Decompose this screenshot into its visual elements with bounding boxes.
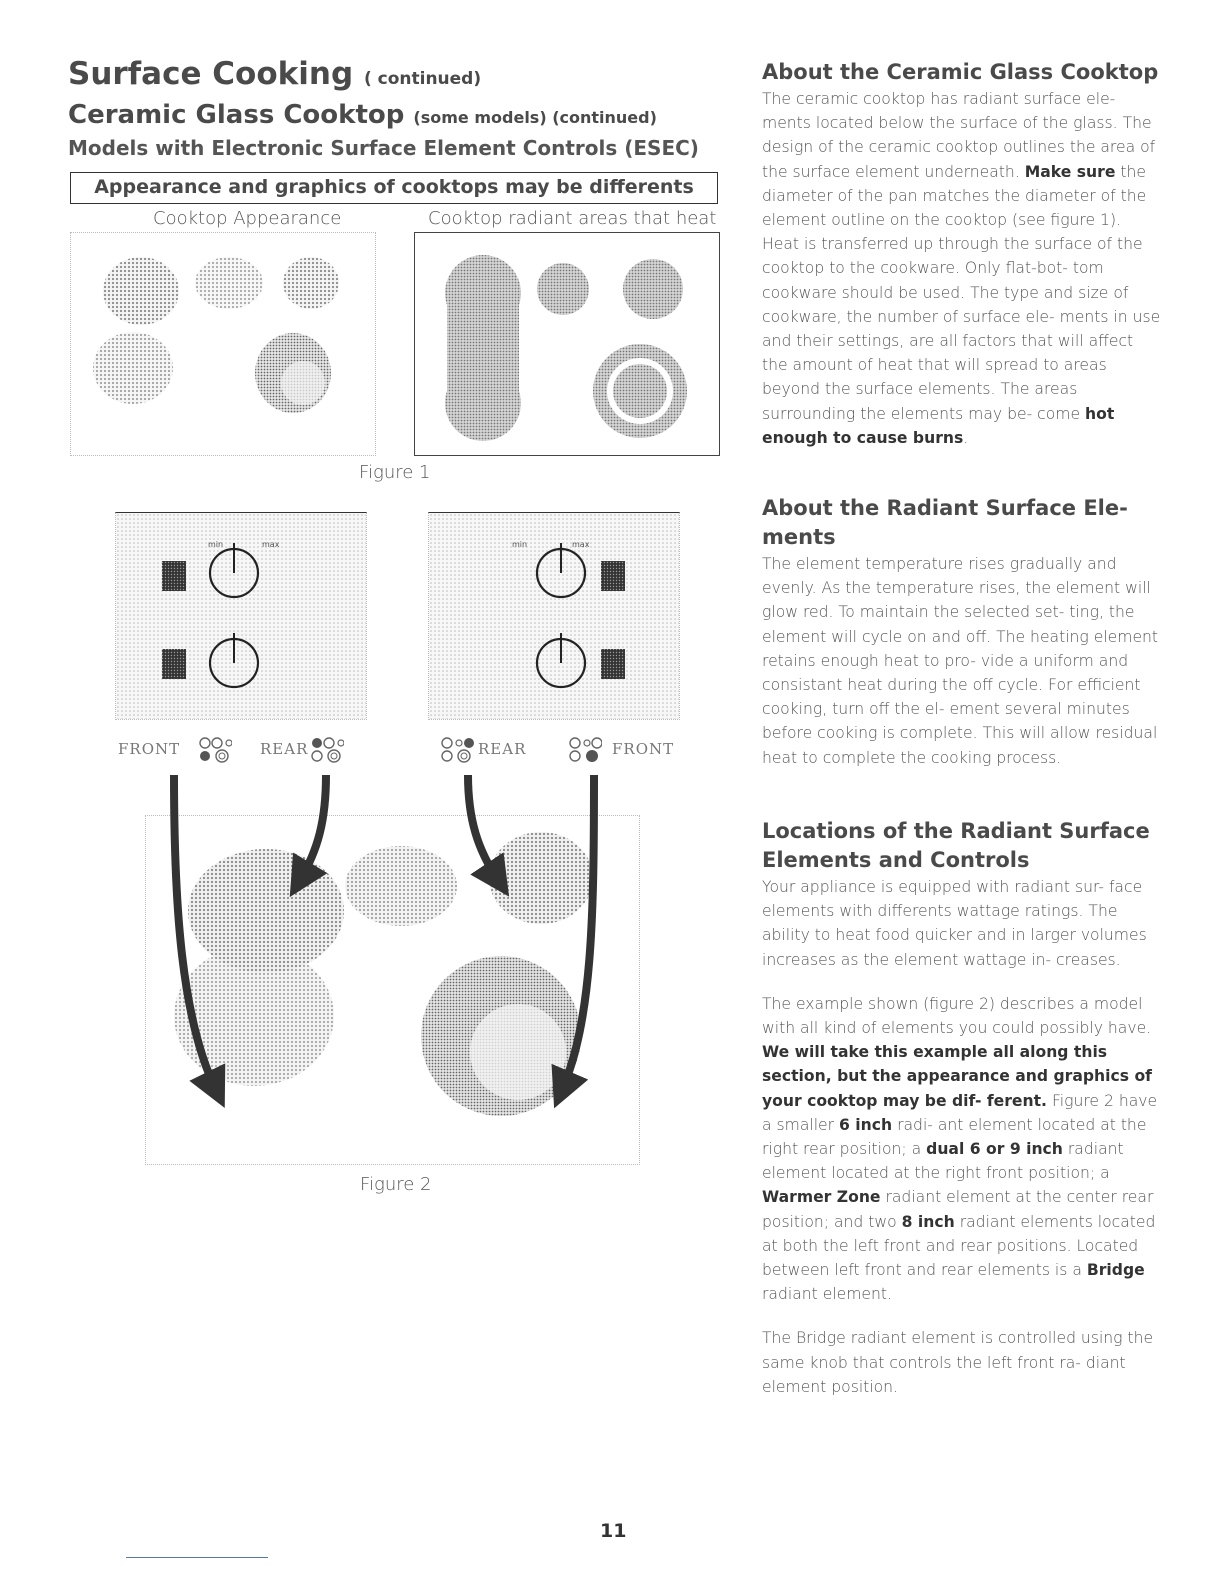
left-front-display [162, 649, 186, 679]
label-front-left: FRONT [118, 740, 181, 758]
subtitle-suffix: (some models) (continued) [413, 108, 657, 127]
left-front-element [93, 332, 173, 404]
left-front-area [445, 365, 521, 441]
ceramic-paragraph-1: The ceramic cooktop has radiant surface ele- ments located below the surface of the glass. The design of the ceramic cooktop outlines the area of the surface element underneath. Make sure the diameter of the pan matches the diameter of the element outline on the cooktop (see figure 1). [762, 90, 1156, 230]
arrow-front-right [562, 775, 594, 1090]
arrow-front-left [174, 775, 216, 1090]
section-radiant [762, 494, 1162, 770]
arrows-overlay [160, 770, 620, 1110]
front-left-position-icon [198, 736, 232, 764]
left-control-panel [115, 512, 367, 720]
locations-heading-line-1: Locations of the Radiant Surface [762, 819, 1150, 843]
locations-paragraph-3: The Bridge radiant element is controlled using the same knob that controls the left front ra- diant element position. [762, 1329, 1154, 1396]
locations-heading-line-2: Elements and Controls [762, 848, 1030, 872]
right-front-inner-area [613, 364, 667, 418]
right-control-panel-drawing [429, 513, 679, 719]
fig1-caption-left: Cooktop Appearance [153, 208, 342, 229]
figure1-label: Figure 1 [359, 462, 431, 483]
section-ceramic [762, 58, 1162, 450]
right-rear-area [623, 259, 683, 319]
left-rear-area [445, 255, 521, 331]
center-rear-area [537, 263, 589, 315]
radiant-areas-drawing [415, 233, 718, 454]
rear-left-position-icon [310, 736, 344, 764]
label-front-right: FRONT [612, 740, 675, 758]
section-locations [762, 817, 1162, 1399]
right-control-panel [428, 512, 680, 720]
right-front-display [601, 649, 625, 679]
radiant-heading-line-1: About the Radiant Surface Ele- [762, 496, 1128, 520]
right-rear-display [601, 561, 625, 591]
label-rear-left: REAR [260, 740, 309, 758]
radiant-paragraph: The element temperature rises gradually and evenly. As the temperature rises, the element will glow red. To maintain the selected set- ting, the element will cycle on and off. The heating element retains enough heat to pro- vide a uniform and consistant heat during the off cycle. For efficient cooking, turn off the el- ement several minutes before cooking is complete. This will allow residual heat to complete the cooking process. [762, 555, 1159, 767]
title-suffix: ( continued) [363, 69, 482, 89]
left-rear-knob-max-label: max [262, 540, 280, 549]
page-number: 11 [600, 1520, 627, 1542]
ceramic-paragraph-2: Heat is transferred up through the surface of the cooktop to the cookware. Only flat-bot- tom cookware should be used. The type and size of cookware, the number of surface ele- ments in use and their settings, are all factors that will affect the amount of heat that will spread to areas beyond the surface elements. The areas surrounding the elements may be- come hot enough to cause burns. [762, 235, 1161, 447]
front-right-position-icon [568, 736, 602, 764]
left-rear-element [103, 257, 179, 325]
left-rear-knob-min-label: min [208, 540, 224, 549]
page-title [68, 56, 481, 92]
fig1-caption-right: Cooktop radiant areas that heat [428, 208, 717, 229]
title-main: Surface Cooking [68, 56, 354, 92]
center-rear-element [195, 257, 263, 309]
page-subtitle [68, 100, 657, 130]
fig1-cooktop-appearance [70, 232, 376, 456]
left-control-panel-drawing [116, 513, 366, 719]
appearance-banner: Appearance and graphics of cooktops may be differents [70, 172, 718, 204]
footer-rule [126, 1557, 268, 1558]
right-rear-knob-max-label: max [572, 540, 590, 549]
rear-right-position-icon [440, 736, 474, 764]
cooktop-appearance-drawing [71, 233, 375, 455]
ceramic-heading: About the Ceramic Glass Cooktop [762, 60, 1159, 84]
fig1-radiant-areas [414, 232, 720, 456]
radiant-heading-line-2: ments [762, 525, 836, 549]
right-rear-knob-min-label: min [512, 540, 528, 549]
locations-paragraph-1: Your appliance is equipped with radiant sur- face elements with differents wattage ratings. The ability to heat food quicker and in larger volumes increases as the element wattage in- creases. [762, 878, 1147, 969]
subtitle-main: Ceramic Glass Cooktop [68, 100, 405, 130]
figure2-label: Figure 2 [360, 1174, 432, 1195]
locations-paragraph-2: The example shown (figure 2) describes a model with all kind of elements you could possibly have. We will take this example all along this section, but the appearance and graphics of your cooktop may be dif- ferent. Figure 2 have a smaller 6 inch radi- ant element located at the right rear position; a dual 6 or 9 inch radiant element located at the right front position; a Warmer Zone radiant element at the center rear position; and two 8 inch radiant elements located at both the left front and rear positions. Located between left front and rear elements is a Bridge radiant element. [762, 994, 1158, 1304]
label-rear-right: REAR [478, 740, 527, 758]
arrow-rear-left [300, 775, 326, 880]
left-rear-display [162, 561, 186, 591]
arrow-rear-right [468, 775, 498, 880]
right-rear-element [283, 257, 339, 309]
models-heading: Models with Electronic Surface Element Controls (ESEC) [68, 136, 699, 160]
